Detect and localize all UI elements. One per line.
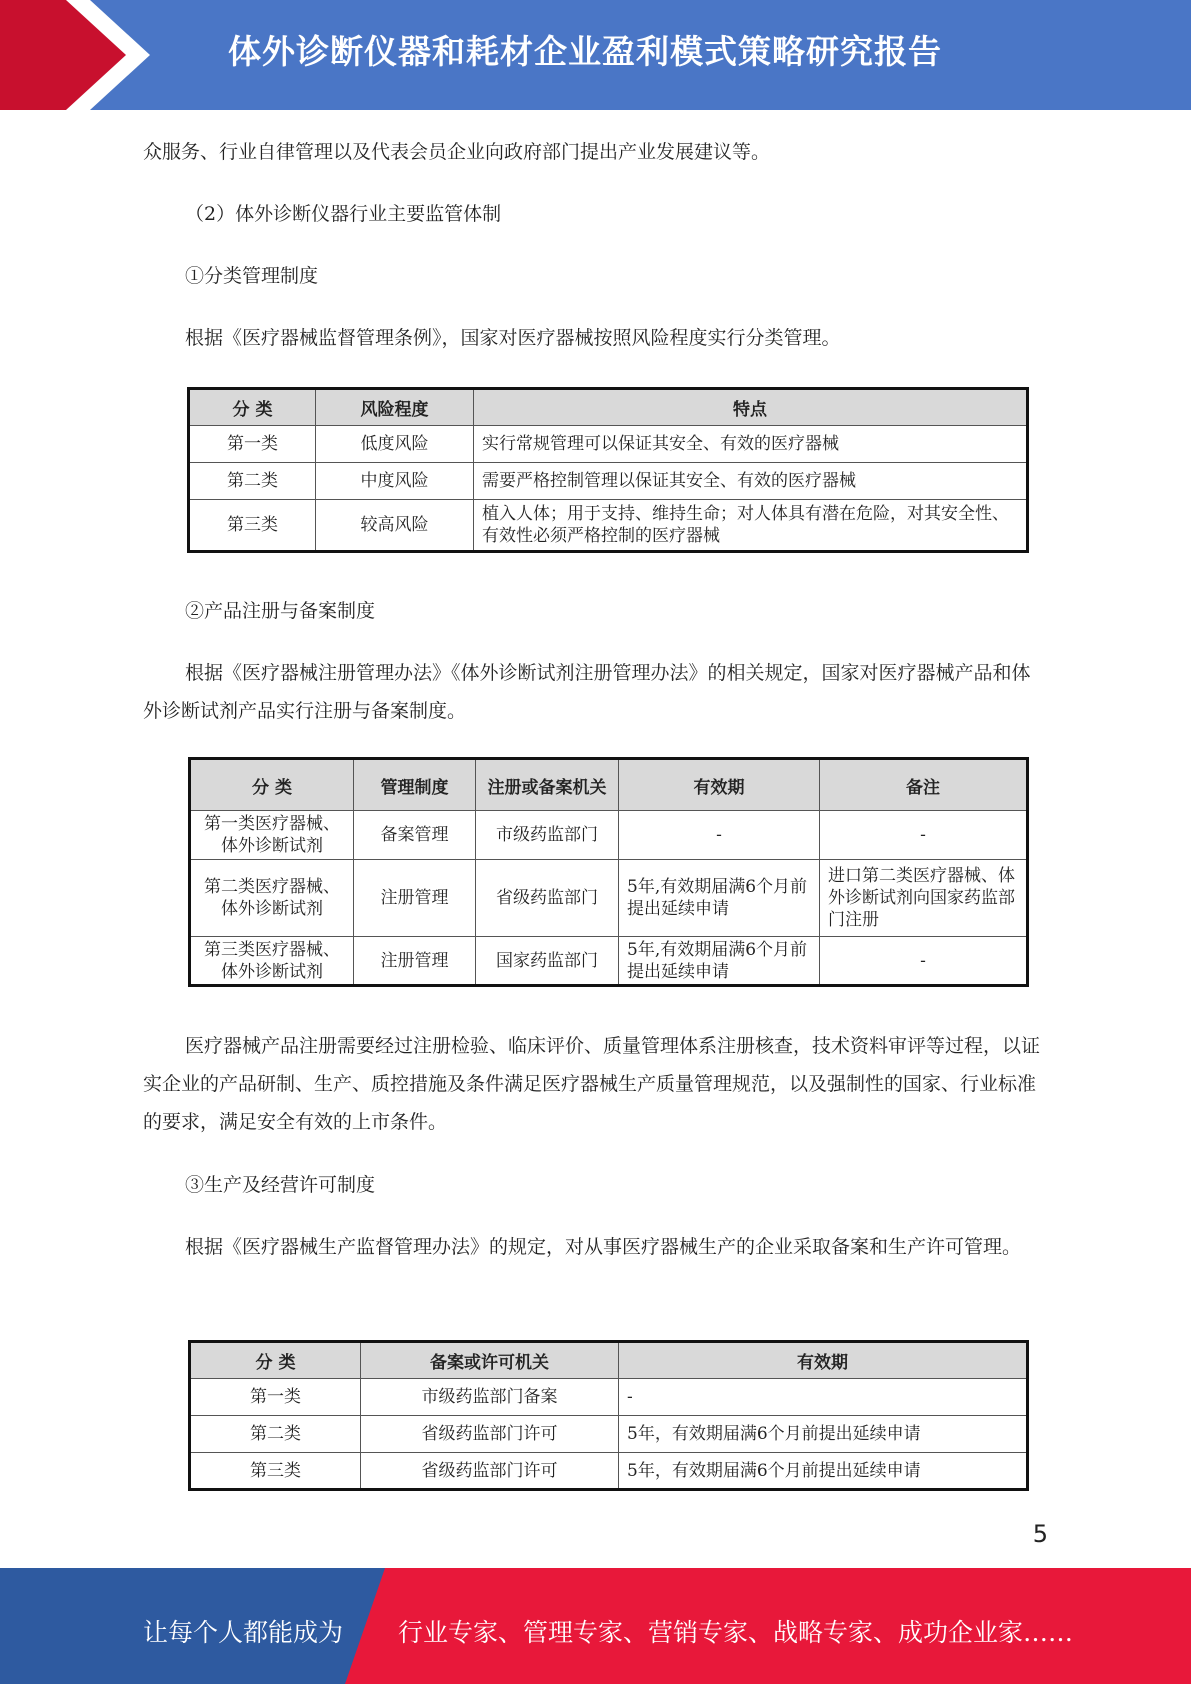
table-row [190,811,1028,860]
table-header: 有效期 [619,759,820,811]
subheading-registration: ②产品注册与备案制度 [185,600,376,622]
table-cell: 第三类医疗器械、体外诊断试剂 [190,937,354,986]
table-cell: 市级药监部门 [476,811,619,860]
table-cell: 5年,有效期届满6个月前提出延续申请 [619,860,820,937]
table-header: 注册或备案机关 [476,759,619,811]
table-cell: 5年,有效期届满6个月前提出延续申请 [619,937,820,986]
table-cell: 备案管理 [354,811,476,860]
table-cell: - [820,811,1028,860]
section-heading-regulation: （2）体外诊断仪器行业主要监管体制 [185,203,502,225]
table-cell: 市级药监部门备案 [361,1379,619,1416]
footer-slogan-right: 行业专家、管理专家、营销专家、战略专家、成功企业家…… [398,1618,1074,1647]
table-cell: 第二类医疗器械、体外诊断试剂 [190,860,354,937]
license-table [188,1340,1029,1491]
table-cell: - [619,811,820,860]
table-cell: - [619,1379,1028,1416]
table-row [189,426,1028,463]
table-cell: 较高风险 [316,500,474,552]
subheading-classification: ①分类管理制度 [185,265,319,287]
table-cell: 实行常规管理可以保证其安全、有效的医疗器械 [474,426,1028,463]
table-cell: 低度风险 [316,426,474,463]
table-header: 管理制度 [354,759,476,811]
table-header: 分 类 [190,1342,361,1379]
table-cell: 第一类 [189,426,316,463]
paragraph-classification: 根据《医疗器械监督管理条例》，国家对医疗器械按照风险程度实行分类管理。 [185,327,841,349]
table-cell: 第三类 [189,500,316,552]
table-cell: 第三类 [190,1453,361,1490]
table-cell: 省级药监部门许可 [361,1453,619,1490]
table-cell: 第一类 [190,1379,361,1416]
table-cell: 植入人体；用于支持、维持生命；对人体具有潜在危险，对其安全性、有效性必须严格控制的医疗器械 [474,500,1028,552]
table-cell: 第一类医疗器械、体外诊断试剂 [190,811,354,860]
paragraph-registration: 根据《医疗器械注册管理办法》《体外诊断试剂注册管理办法》的相关规定，国家对医疗器械产品和体外诊断试剂产品实行注册与备案制度。 [143,662,1031,722]
table-cell: 进口第二类医疗器械、体外诊断试剂向国家药监部门注册 [820,860,1028,937]
table-cell: 第二类 [190,1416,361,1453]
table-header: 备注 [820,759,1028,811]
table-row [190,1453,1028,1490]
table-cell: 5年，有效期届满6个月前提出延续申请 [619,1453,1028,1490]
subheading-production-license: ③生产及经营许可制度 [185,1174,376,1196]
footer-slogan-left: 让每个人都能成为 [143,1618,344,1647]
table-row [190,1379,1028,1416]
table-header: 分 类 [189,389,316,426]
table-cell: 第二类 [189,463,316,500]
header-red-arrow [0,0,150,110]
table-row [189,463,1028,500]
paragraph-continued: 众服务、行业自律管理以及代表会员企业向政府部门提出产业发展建议等。 [143,141,771,163]
table-header: 分 类 [190,759,354,811]
classification-table [187,387,1029,553]
table-cell: 注册管理 [354,860,476,937]
table-row [190,860,1028,937]
page-number: 5 [1032,1520,1048,1548]
report-title: 体外诊断仪器和耗材企业盈利模式策略研究报告 [228,32,942,71]
table-cell: 需要严格控制管理以保证其安全、有效的医疗器械 [474,463,1028,500]
table-header: 备案或许可机关 [361,1342,619,1379]
table-header: 有效期 [619,1342,1028,1379]
table-cell: 省级药监部门许可 [361,1416,619,1453]
table-cell: 5年，有效期届满6个月前提出延续申请 [619,1416,1028,1453]
registration-table [188,757,1029,987]
table-cell: - [820,937,1028,986]
table-row [189,500,1028,552]
table-cell: 省级药监部门 [476,860,619,937]
table-header: 特点 [474,389,1028,426]
table-cell: 国家药监部门 [476,937,619,986]
paragraph-registration-process: 医疗器械产品注册需要经过注册检验、临床评价、质量管理体系注册核查，技术资料审评等过程，以证实企业的产品研制、生产、质控措施及条件满足医疗器械生产质量管理规范，以及强制性的国家、行业标准的要求，满足安全有效的上市条件。 [143,1035,1041,1133]
table-header: 风险程度 [316,389,474,426]
paragraph-production-license: 根据《医疗器械生产监督管理办法》的规定，对从事医疗器械生产的企业采取备案和生产许可管理。 [185,1236,1022,1258]
table-row [190,1416,1028,1453]
table-cell: 注册管理 [354,937,476,986]
table-row [190,937,1028,986]
table-cell: 中度风险 [316,463,474,500]
